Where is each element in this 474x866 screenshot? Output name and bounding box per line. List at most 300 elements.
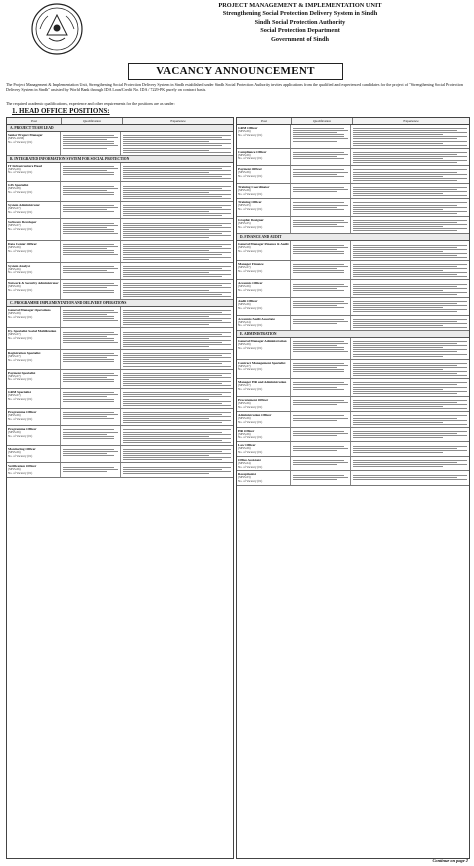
text-line [353,404,467,405]
text-line [353,174,467,175]
text-line [293,205,348,206]
text-line [353,245,467,246]
text-line [123,186,231,187]
post-meta: (SPSS-06) No. of Vacancy (01) [238,187,263,196]
text-line [123,322,231,323]
text-line [63,168,118,169]
text-line [353,193,443,194]
text-line [123,353,231,354]
position-row [237,428,469,443]
position-row [237,217,469,235]
post-name: GRM Officer [238,126,258,130]
text-line [123,211,209,212]
text-line [353,136,467,137]
text-line [353,266,457,267]
text-line [123,401,231,402]
text-lines [292,167,349,176]
text-line [123,172,209,173]
text-line [293,402,348,403]
post-meta: (SPSS-07) No. of Vacancy (01) [8,223,33,232]
post-meta: (SPSS-06) No. of Vacancy (01) [8,412,33,421]
experience-cell [351,280,469,297]
text-line [353,375,467,376]
text-line [63,209,107,210]
text-line [123,471,231,472]
text-line [63,231,114,232]
text-line [123,141,209,142]
text-line [353,400,467,401]
text-line [123,399,209,400]
text-line [293,420,337,421]
text-line [353,437,443,438]
post-name: Office Assistant [238,457,261,462]
text-lines [62,242,119,255]
text-lines [62,308,119,321]
text-line [63,401,114,402]
text-line [123,442,231,443]
qualification-cell [61,280,121,299]
post-name: Data Center Officer [8,241,37,246]
text-line [293,347,344,348]
text-lines [292,398,349,405]
text-line [63,211,114,212]
text-line [63,188,118,189]
text-line [353,391,467,392]
text-line [123,359,209,360]
text-lines [292,262,349,273]
experience-cell [351,184,469,198]
text-line [353,475,467,476]
text-line [123,215,222,216]
header-experience: Experience [403,119,419,123]
text-lines [122,351,232,366]
post-name: Training Coordinator [238,184,270,189]
text-line [63,412,114,413]
text-line [353,274,457,275]
qualification-cell [61,163,121,182]
text-lines [352,167,468,180]
text-lines [352,317,468,328]
text-line [123,225,222,226]
text-lines [62,133,119,148]
post-meta: (SPSS-06) No. of Vacancy (01) [238,446,263,455]
post-cell [237,199,291,216]
text-lines [352,126,468,145]
text-line [353,402,457,403]
post-name: Dy. Specialist Social Mobilization [8,329,57,334]
text-line [63,223,114,224]
position-row [7,182,233,202]
text-line [293,138,348,139]
text-line [353,365,457,366]
text-line [353,343,457,344]
post-meta: (SPSS-06) No. of Vacancy (01) [8,430,33,439]
text-line [63,174,114,175]
text-lines [292,443,349,450]
text-lines [62,447,119,456]
text-line [293,176,344,177]
text-line [353,270,443,271]
text-line [123,231,231,232]
text-lines [62,220,119,233]
post-meta: (SPSS-04) No. of Vacancy (01) [238,319,263,328]
position-row [237,280,469,298]
text-line [123,473,209,474]
text-line [63,254,118,255]
text-line [123,246,222,247]
text-line [293,479,337,480]
text-line [293,415,344,416]
post-cell [7,241,61,262]
text-line [63,453,107,454]
text-line [353,160,467,161]
post-meta: (SPSS-07) No. of Vacancy (01) [8,205,33,214]
text-line [293,404,337,405]
experience-cell [121,389,233,408]
post-cell [7,182,61,201]
text-line [123,148,231,149]
text-line [293,343,348,344]
text-line [353,341,467,342]
text-line [353,351,457,352]
text-line [353,189,457,190]
experience-cell [121,350,233,369]
post-cell [237,166,291,183]
text-line [353,276,467,277]
text-line [63,355,118,356]
text-line [293,156,337,157]
text-line [63,336,107,337]
text-line [123,396,231,397]
text-line [353,288,467,289]
text-line [123,377,231,378]
position-row [7,263,233,281]
text-lines [62,351,119,362]
text-line [293,141,337,142]
text-line [353,367,467,368]
text-line [353,415,467,416]
text-line [123,274,231,275]
experience-cell [121,219,233,240]
post-meta: (SPSS-07) No. of Vacancy (01) [8,373,33,382]
text-line [353,162,457,163]
text-line [293,345,337,346]
text-line [123,381,231,382]
text-line [123,453,231,454]
text-lines [292,200,349,209]
post-meta: (SPSS-07) No. of Vacancy (01) [238,363,263,372]
text-line [353,134,443,135]
text-line [353,247,457,248]
post-cell [237,360,291,379]
text-lines [62,183,119,194]
text-line [353,356,443,357]
text-line [353,418,457,419]
text-line [353,327,467,328]
text-line [63,244,114,245]
text-lines [292,242,349,253]
text-line [293,305,337,306]
text-line [123,412,231,413]
text-line [353,420,467,421]
text-line [63,375,118,376]
position-row [237,149,469,167]
intro-paragraph [6,82,468,92]
section-heading: 1. HEAD OFFICE POSITIONS: [12,107,110,115]
experience-cell [351,241,469,260]
post-name: System Administrator [8,202,40,207]
post-name: Registration Specialist [8,350,41,355]
header-line: Government of Sindh [270,35,330,43]
text-line [293,450,337,451]
post-name: HR Officer [238,428,255,433]
text-lines [352,218,468,231]
post-cell [7,350,61,369]
experience-cell [351,261,469,280]
header-qualification: Qualification [62,118,123,124]
text-line [123,469,222,470]
experience-cell [351,457,469,471]
text-line [63,137,118,138]
text-line [293,448,348,449]
qualification-cell [61,263,121,280]
text-line [123,383,222,384]
post-cell [7,263,61,280]
text-line [63,434,107,435]
text-line [123,344,231,345]
experience-cell [121,370,233,389]
text-line [123,403,222,404]
text-lines [352,380,468,393]
text-line [123,237,209,238]
experience-cell [121,280,233,299]
text-line [63,377,107,378]
text-line [353,294,457,295]
text-line [353,460,467,461]
text-line [293,371,344,372]
text-line [63,252,114,253]
text-line [63,190,107,191]
header-post: Post [237,118,292,124]
text-line [63,418,114,419]
text-line [123,394,222,395]
text-line [293,418,348,419]
text-line [293,207,337,208]
text-line [353,128,467,129]
text-line [63,135,114,136]
text-line [63,318,114,319]
experience-cell [121,202,233,219]
text-line [123,235,231,236]
experience-cell [351,412,469,426]
qualification-cell [291,442,351,456]
text-line [123,137,222,138]
text-lines [292,150,349,159]
text-lines [292,458,349,465]
text-lines [352,413,468,424]
text-line [353,154,457,155]
qualification-cell [61,132,121,155]
text-line [63,250,114,251]
text-line [63,225,118,226]
experience-cell [351,338,469,359]
text-line [353,130,457,131]
text-line [123,420,231,421]
text-line [353,255,457,256]
text-line [123,432,222,433]
text-line [293,389,344,390]
qualification-cell [61,241,121,262]
text-line [353,345,467,346]
post-name: Payment Specialist [8,370,36,375]
text-line [293,172,348,173]
post-meta: (SPSS-10/M) No. of Vacancy (01) [8,136,33,144]
text-line [123,135,231,136]
text-line [353,202,467,203]
qualification-cell [291,199,351,216]
text-line [353,347,443,348]
post-cell [237,298,291,315]
text-line [293,387,337,388]
post-cell [237,241,291,260]
text-line [123,459,222,460]
post-cell [237,217,291,234]
text-lines [122,281,232,296]
post-cell [237,261,291,280]
text-line [353,431,467,432]
position-row [7,241,233,263]
text-line [63,227,107,228]
text-line [123,449,231,450]
qualification-cell [61,350,121,369]
text-lines [62,390,119,401]
text-line [353,303,457,304]
text-line [353,325,443,326]
text-lines [352,458,468,467]
text-line [353,393,457,394]
text-line [293,128,344,129]
text-line [293,152,344,153]
text-line [293,431,344,432]
text-line [123,290,209,291]
text-line [353,433,457,434]
experience-cell [351,442,469,456]
text-line [123,285,222,286]
text-line [353,213,457,214]
position-row [237,442,469,457]
text-line [63,332,114,333]
text-lines [352,361,468,376]
post-name: GRM Specialist [8,390,31,395]
text-line [293,349,344,350]
position-row [237,379,469,397]
text-line [293,284,344,285]
text-line [123,438,231,439]
text-lines [352,262,468,277]
text-line [123,429,231,430]
post-name: Procurement Officer [238,397,269,402]
text-line [293,477,348,478]
text-line [63,438,114,439]
post-name: Senior Project Manager [8,133,43,137]
table-body [7,125,233,478]
text-line [123,223,231,224]
post-cell [7,409,61,426]
section-title: D. FINANCE AND AUDIT [237,234,469,241]
post-cell [7,132,61,155]
qualification-cell [291,261,351,280]
header-line: Sindh Social Protection Authority [254,18,346,26]
text-line [353,169,467,170]
post-meta: (SPSS-06) No. of Vacancy (01) [8,449,33,458]
qualification-cell [291,184,351,198]
post-meta: (SPSS-09) No. of Vacancy (01) [8,166,33,175]
post-name: Contract Management Specialist [238,360,286,365]
text-line [63,166,114,167]
text-line [353,143,443,144]
text-line [293,384,348,385]
text-line [123,276,222,277]
text-line [123,196,222,197]
text-line [63,320,118,321]
text-line [123,451,222,452]
post-meta: (SPSS-06) No. of Vacancy (01) [238,284,263,293]
post-cell [237,442,291,456]
post-name: General Manager Administration [238,338,287,343]
text-lines [62,281,119,292]
header-titles [150,2,450,44]
post-cell [7,202,61,219]
position-row [237,298,469,316]
qualification-cell [61,219,121,240]
text-line [123,294,222,295]
text-lines [122,164,232,179]
table-header [237,118,469,125]
text-line [353,369,443,370]
position-row [237,471,469,486]
qualification-cell [291,412,351,426]
text-line [123,250,209,251]
text-lines [122,329,232,346]
qualification-cell [61,426,121,445]
text-line [123,314,231,315]
text-line [293,272,344,273]
position-row [237,412,469,427]
text-line [353,224,467,225]
position-row [7,202,233,220]
position-row [7,328,233,350]
qualification-cell [291,149,351,166]
text-line [63,455,114,456]
text-line [63,290,114,291]
header-post: Post [7,118,62,124]
text-lines [62,264,119,273]
post-cell [237,184,291,198]
text-line [353,424,467,425]
positions-table-left [6,117,234,859]
post-cell [7,280,61,299]
post-name: Network & Security Administrator [8,281,59,286]
text-line [63,170,107,171]
text-line [293,130,348,131]
text-line [293,365,348,366]
text-line [293,136,344,137]
text-line [293,321,348,322]
post-name: GIS Specialist [8,183,29,188]
text-line [353,290,443,291]
text-line [123,188,222,189]
text-line [123,168,222,169]
